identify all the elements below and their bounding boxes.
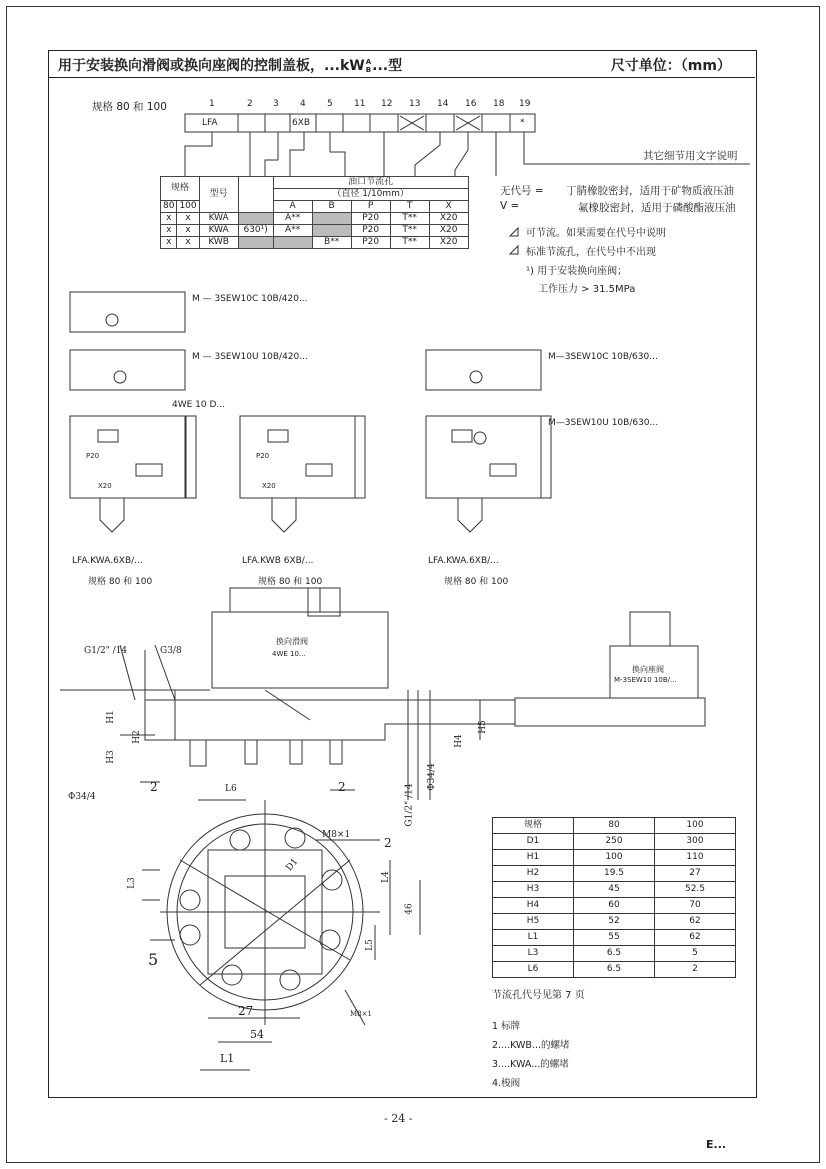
- code-table-h-blank: [238, 177, 273, 213]
- cell: 6.5: [574, 946, 655, 962]
- order-code-position: 18: [493, 99, 505, 109]
- dim-label: D1: [284, 856, 301, 874]
- dim-label: G1/2" /14: [84, 646, 128, 656]
- cell: 62: [655, 930, 736, 946]
- order-code-position: 2: [247, 99, 253, 109]
- order-code-position: 12: [381, 99, 393, 109]
- cell: x: [177, 237, 199, 249]
- order-code-position: 16: [465, 99, 477, 109]
- cell: 80: [574, 818, 655, 834]
- table-row: [161, 225, 469, 237]
- code-table-h-type: 型号: [199, 177, 238, 213]
- cell: H1: [493, 850, 574, 866]
- cell: 300: [655, 834, 736, 850]
- cell: H3: [493, 882, 574, 898]
- note-other-details: 其它细节用文字说明: [643, 150, 738, 162]
- dim-label: H5: [477, 720, 488, 734]
- page-title: 用于安装换向滑阀或换向座阀的控制盖板，...kWA B...型: [58, 58, 403, 74]
- schematic-size: 规格 80 和 100: [444, 577, 509, 587]
- cell: 250: [574, 834, 655, 850]
- code-table-h-dia: （直径 1/10mm）: [273, 189, 468, 201]
- cell: P20: [351, 225, 390, 237]
- dimension-table: [492, 817, 736, 978]
- code-cell-lfa: LFA: [202, 118, 218, 128]
- order-code-position: 5: [327, 99, 333, 109]
- cell: 55: [574, 930, 655, 946]
- schematic-label: M—3SEW10U 10B/630...: [548, 418, 659, 428]
- cell: T**: [390, 213, 429, 225]
- seal-none-text: 丁腈橡胶密封，适用于矿物质液压油: [566, 185, 734, 197]
- cell: X20: [429, 213, 468, 225]
- cell: A**: [273, 225, 312, 237]
- dim-label: 2: [338, 780, 346, 794]
- seal-none-label: 无代号 =: [500, 185, 544, 197]
- dim-label: H3: [105, 750, 116, 764]
- code-cell-star: *: [520, 118, 525, 128]
- table-header: [493, 818, 736, 834]
- cell: 2: [655, 962, 736, 978]
- cell: 100: [655, 818, 736, 834]
- corner-mark: E...: [706, 1138, 727, 1151]
- cell: [238, 213, 273, 225]
- code-table: [160, 176, 469, 249]
- table-row: [493, 914, 736, 930]
- dim-label: G1/2" /14: [404, 783, 415, 827]
- cell: 规格: [493, 818, 574, 834]
- order-code-position: 1: [209, 99, 215, 109]
- cell: P20: [351, 213, 390, 225]
- cell: L6: [493, 962, 574, 978]
- dim-label: L3: [126, 877, 137, 889]
- page-number: - 24 -: [384, 1112, 413, 1125]
- seal-v-text: 氟橡胶密封，适用于磷酸酯液压油: [578, 202, 736, 214]
- dim-label: M8×1: [322, 830, 351, 840]
- table-row: [493, 946, 736, 962]
- cell: H5: [493, 914, 574, 930]
- cell: 27: [655, 866, 736, 882]
- seat-valve-label: 换向座阀: [632, 665, 664, 674]
- order-code-position: 3: [273, 99, 279, 109]
- table-row: [493, 962, 736, 978]
- cell: L3: [493, 946, 574, 962]
- schematic-size: 规格 80 和 100: [88, 577, 153, 587]
- dim-label: L6: [225, 784, 237, 794]
- cell: x: [177, 225, 199, 237]
- cell: A**: [273, 213, 312, 225]
- cell: B**: [312, 237, 351, 249]
- list-item: 2....KWB...的螺堵: [492, 1040, 570, 1051]
- schematic-label: 4WE 10 D...: [172, 400, 225, 410]
- cell: 62: [655, 914, 736, 930]
- table-row: [493, 866, 736, 882]
- cell: X20: [429, 237, 468, 249]
- port-label: P20: [256, 452, 270, 460]
- cell: 100: [574, 850, 655, 866]
- code-table-port: B: [312, 201, 351, 213]
- dim-label: 27: [238, 1004, 254, 1018]
- dim-label: 5: [148, 950, 159, 969]
- schematic-size: 规格 80 和 100: [258, 577, 323, 587]
- code-table-h-size: 规格: [161, 177, 200, 201]
- cell: 110: [655, 850, 736, 866]
- cell: [312, 225, 351, 237]
- dim-label: 54: [250, 1028, 264, 1041]
- legend-standard: 标准节流孔，在代号中不出现: [526, 247, 656, 258]
- legend-throttle: 可节流。如果需要在代号中说明: [526, 228, 666, 239]
- dim-label: H1: [105, 710, 116, 724]
- code-table-port: A: [273, 201, 312, 213]
- list-item: 3....KWA...的螺堵: [492, 1059, 569, 1070]
- cell: [273, 237, 312, 249]
- order-code-position: 4: [300, 99, 306, 109]
- dim-label: L4: [380, 871, 391, 883]
- table-row: [161, 237, 469, 249]
- table-row: [493, 834, 736, 850]
- order-code-position: 11: [354, 99, 366, 109]
- dim-label: H2: [131, 730, 142, 744]
- schematic-caption: LFA.KWA.6XB/...: [428, 556, 499, 566]
- dim-label: M8×1: [350, 1010, 372, 1018]
- cell: 19.5: [574, 866, 655, 882]
- cell: 52: [574, 914, 655, 930]
- order-code-position: 13: [409, 99, 421, 109]
- seat-valve-type: M-3SEW10 10B/...: [614, 676, 677, 684]
- cell: x: [161, 237, 177, 249]
- table-row: [161, 213, 469, 225]
- cell: 60: [574, 898, 655, 914]
- order-code-position: 19: [519, 99, 531, 109]
- legend-footnote: ¹) 用于安装换向座阀；: [526, 266, 628, 277]
- cell: [238, 237, 273, 249]
- code-table-port: T: [390, 201, 429, 213]
- dim-label: G3/8: [160, 646, 182, 656]
- code-table-port: P: [351, 201, 390, 213]
- port-label: X20: [262, 482, 276, 490]
- cell: x: [177, 213, 199, 225]
- list-item: 1 标牌: [492, 1021, 521, 1032]
- cell: 5: [655, 946, 736, 962]
- table-row: [493, 882, 736, 898]
- unit-label: 尺寸单位：（mm）: [610, 58, 731, 74]
- cell: KWA: [199, 225, 238, 237]
- footnote: 节流孔代号见第 7 页: [492, 990, 585, 1001]
- legend-pressure: 工作压力 > 31.5MPa: [538, 284, 636, 295]
- order-code-position: 14: [437, 99, 449, 109]
- cell: H4: [493, 898, 574, 914]
- cell: D1: [493, 834, 574, 850]
- cell: 630¹): [238, 225, 273, 237]
- dim-label: L1: [220, 1052, 235, 1065]
- dim-label: 46: [404, 903, 415, 915]
- cell: P20: [351, 237, 390, 249]
- cell: L1: [493, 930, 574, 946]
- dim-label: Φ34/4: [68, 792, 96, 802]
- schematic-caption: LFA.KWB 6XB/...: [242, 556, 314, 566]
- valve-type: 4WE 10...: [272, 650, 306, 658]
- cell: 45: [574, 882, 655, 898]
- cell: T**: [390, 225, 429, 237]
- table-row: [493, 850, 736, 866]
- schematic-caption: LFA.KWA.6XB/...: [72, 556, 143, 566]
- cell: T**: [390, 237, 429, 249]
- list-item: 4.梭阀: [492, 1078, 521, 1089]
- cell: H2: [493, 866, 574, 882]
- seal-v-label: V =: [500, 200, 520, 212]
- cell: KWA: [199, 213, 238, 225]
- dim-label: L5: [364, 939, 375, 951]
- table-row: [493, 898, 736, 914]
- cell: x: [161, 213, 177, 225]
- dim-label: 2: [150, 780, 158, 794]
- cell: x: [161, 225, 177, 237]
- cell: [312, 213, 351, 225]
- notes-list: [492, 1017, 570, 1093]
- cell: 70: [655, 898, 736, 914]
- port-label: P20: [86, 452, 100, 460]
- dim-label: H4: [453, 734, 464, 748]
- port-label: X20: [98, 482, 112, 490]
- cell: X20: [429, 225, 468, 237]
- schematic-label: M — 3SEW10U 10B/420...: [192, 352, 308, 362]
- cell: 6.5: [574, 962, 655, 978]
- schematic-label: M — 3SEW10C 10B/420...: [192, 294, 308, 304]
- dim-label: 2: [384, 836, 392, 850]
- code-cell-6xb: 6XB: [292, 118, 311, 128]
- valve-label: 换向滑阀: [276, 637, 308, 646]
- cell: KWB: [199, 237, 238, 249]
- code-table-port: X: [429, 201, 468, 213]
- code-table-h-orifice: 油口节流孔: [273, 177, 468, 189]
- dim-label: Φ34/4: [426, 763, 437, 791]
- code-table-size: 100: [177, 201, 199, 213]
- code-table-size: 80: [161, 201, 177, 213]
- cell: 52.5: [655, 882, 736, 898]
- schematic-label: M—3SEW10C 10B/630...: [548, 352, 658, 362]
- table-row: [493, 930, 736, 946]
- order-code-prefix: 规格 80 和 100: [92, 101, 167, 113]
